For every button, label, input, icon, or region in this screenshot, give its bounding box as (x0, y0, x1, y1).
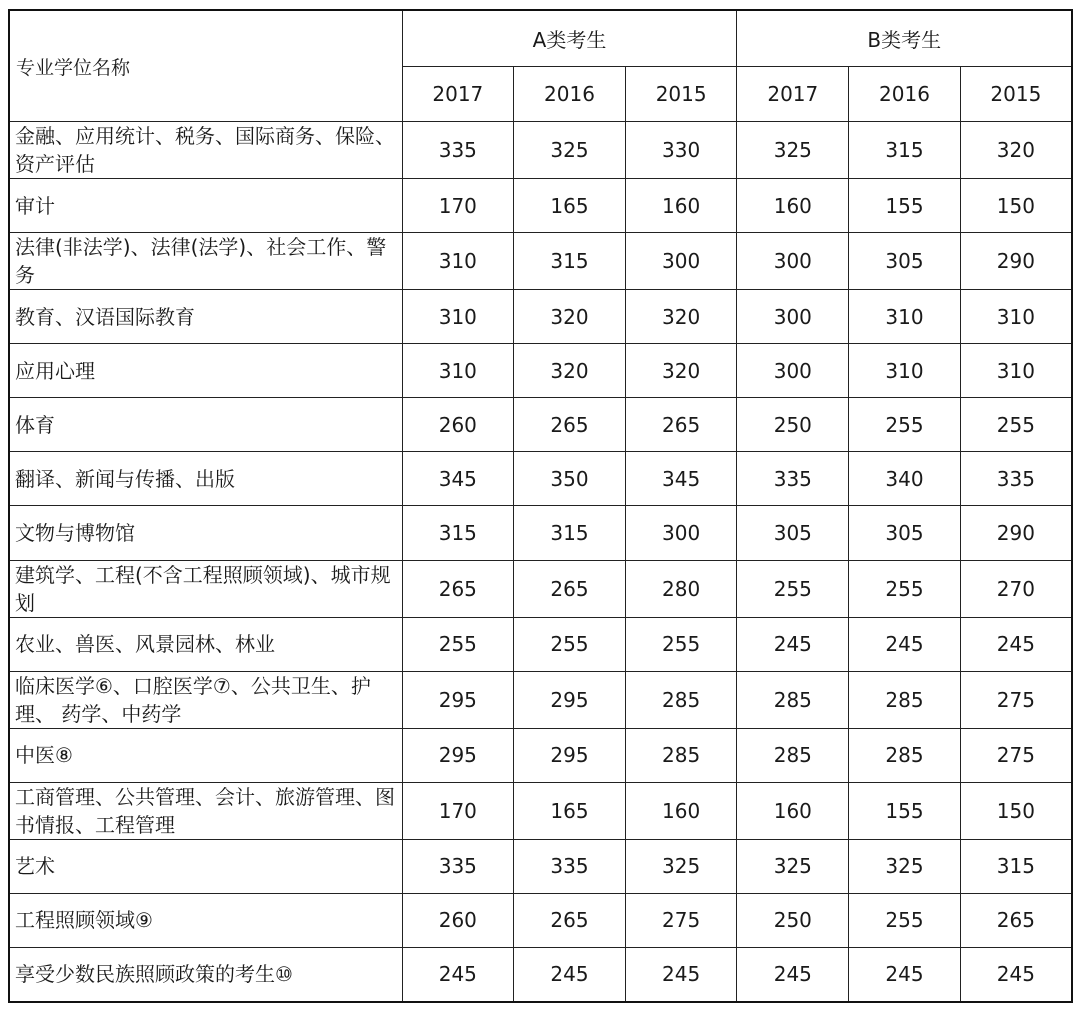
header-year-a-2017: 2017 (402, 67, 514, 122)
score-cell: 310 (402, 344, 514, 398)
score-cell: 160 (625, 179, 737, 233)
score-cell: 325 (737, 839, 849, 893)
score-cell: 170 (402, 782, 514, 839)
score-cell: 310 (849, 290, 961, 344)
score-cell: 285 (849, 671, 961, 728)
score-cell: 265 (514, 398, 626, 452)
score-cell: 340 (849, 452, 961, 506)
score-cell: 285 (737, 728, 849, 782)
score-cell: 165 (514, 179, 626, 233)
header-year-b-2016: 2016 (849, 67, 961, 122)
header-year-a-2016: 2016 (514, 67, 626, 122)
score-cell: 290 (960, 506, 1072, 560)
program-name-cell: 享受少数民族照顾政策的考生⑩ (9, 947, 402, 1002)
score-cell: 310 (402, 233, 514, 290)
score-cell: 275 (960, 671, 1072, 728)
score-cell: 160 (625, 782, 737, 839)
score-cell: 265 (625, 398, 737, 452)
program-name-cell: 中医⑧ (9, 728, 402, 782)
score-cell: 245 (737, 947, 849, 1002)
score-cell: 310 (960, 344, 1072, 398)
score-cell: 305 (737, 506, 849, 560)
program-name-cell: 农业、兽医、风景园林、林业 (9, 617, 402, 671)
score-cell: 345 (625, 452, 737, 506)
table-row (9, 782, 1072, 839)
table-row (9, 839, 1072, 893)
score-cell: 255 (514, 617, 626, 671)
table-row (9, 671, 1072, 728)
score-table-container (8, 9, 1073, 1003)
score-cell: 160 (737, 782, 849, 839)
score-cell: 300 (625, 233, 737, 290)
score-cell: 325 (625, 839, 737, 893)
header-program-name: 专业学位名称 (9, 10, 402, 122)
score-cell: 310 (960, 290, 1072, 344)
score-cell: 155 (849, 782, 961, 839)
score-cell: 270 (960, 560, 1072, 617)
score-cell: 300 (737, 290, 849, 344)
program-name-cell: 体育 (9, 398, 402, 452)
program-name-cell: 临床医学⑥、口腔医学⑦、公共卫生、护理、 药学、中药学 (9, 671, 402, 728)
score-cell: 335 (514, 839, 626, 893)
program-name-cell: 工程照顾领域⑨ (9, 893, 402, 947)
table-row (9, 452, 1072, 506)
score-cell: 150 (960, 179, 1072, 233)
score-cell: 330 (625, 122, 737, 179)
score-cell: 245 (402, 947, 514, 1002)
score-cell: 320 (514, 290, 626, 344)
header-row-groups (9, 10, 1072, 67)
header-year-b-2015: 2015 (960, 67, 1072, 122)
program-name-cell: 教育、汉语国际教育 (9, 290, 402, 344)
score-cell: 300 (737, 233, 849, 290)
score-cell: 300 (625, 506, 737, 560)
score-cell: 250 (737, 398, 849, 452)
score-cell: 335 (737, 452, 849, 506)
table-row (9, 947, 1072, 1002)
score-cell: 335 (402, 839, 514, 893)
score-cell: 315 (514, 506, 626, 560)
score-cell: 285 (625, 728, 737, 782)
score-cell: 265 (960, 893, 1072, 947)
score-cell: 315 (849, 122, 961, 179)
table-row (9, 179, 1072, 233)
header-year-b-2017: 2017 (737, 67, 849, 122)
program-name-cell: 审计 (9, 179, 402, 233)
score-cell: 245 (960, 617, 1072, 671)
score-cell: 300 (737, 344, 849, 398)
score-cell: 305 (849, 506, 961, 560)
score-cell: 315 (402, 506, 514, 560)
score-cell: 285 (737, 671, 849, 728)
score-cell: 255 (849, 893, 961, 947)
header-group-b: B类考生 (737, 10, 1072, 67)
program-name-cell: 应用心理 (9, 344, 402, 398)
score-cell: 170 (402, 179, 514, 233)
score-cell: 255 (737, 560, 849, 617)
score-cell: 245 (849, 947, 961, 1002)
table-row (9, 398, 1072, 452)
score-cell: 155 (849, 179, 961, 233)
table-row (9, 893, 1072, 947)
score-cell: 295 (402, 728, 514, 782)
table-row (9, 344, 1072, 398)
score-cell: 285 (625, 671, 737, 728)
table-row (9, 233, 1072, 290)
score-cell: 250 (737, 893, 849, 947)
program-name-cell: 工商管理、公共管理、会计、旅游管理、图书情报、工程管理 (9, 782, 402, 839)
score-cell: 255 (402, 617, 514, 671)
score-cell: 245 (514, 947, 626, 1002)
table-row (9, 506, 1072, 560)
score-cell: 245 (849, 617, 961, 671)
score-cell: 265 (402, 560, 514, 617)
program-name-cell: 文物与博物馆 (9, 506, 402, 560)
header-group-a: A类考生 (402, 10, 737, 67)
table-row (9, 728, 1072, 782)
table-row (9, 290, 1072, 344)
score-cell: 275 (625, 893, 737, 947)
score-cell: 310 (402, 290, 514, 344)
header-year-a-2015: 2015 (625, 67, 737, 122)
score-cell: 310 (849, 344, 961, 398)
table-row (9, 122, 1072, 179)
score-cell: 295 (514, 671, 626, 728)
score-cell: 245 (625, 947, 737, 1002)
score-cell: 320 (960, 122, 1072, 179)
score-cell: 265 (514, 893, 626, 947)
score-cell: 255 (849, 560, 961, 617)
score-cell: 325 (514, 122, 626, 179)
table-row (9, 560, 1072, 617)
score-cell: 315 (960, 839, 1072, 893)
program-name-cell: 艺术 (9, 839, 402, 893)
table-body (9, 122, 1072, 1003)
score-cell: 255 (849, 398, 961, 452)
score-cell: 255 (625, 617, 737, 671)
score-cell: 345 (402, 452, 514, 506)
score-cell: 325 (849, 839, 961, 893)
score-cell: 335 (402, 122, 514, 179)
score-cell: 245 (960, 947, 1072, 1002)
score-cell: 290 (960, 233, 1072, 290)
score-cell: 280 (625, 560, 737, 617)
score-cell: 295 (514, 728, 626, 782)
score-cell: 320 (625, 344, 737, 398)
score-cell: 325 (737, 122, 849, 179)
score-cell: 245 (737, 617, 849, 671)
score-cell: 255 (960, 398, 1072, 452)
program-name-cell: 法律(非法学)、法律(法学)、社会工作、警务 (9, 233, 402, 290)
score-table (8, 9, 1073, 1003)
score-cell: 295 (402, 671, 514, 728)
score-cell: 350 (514, 452, 626, 506)
score-cell: 260 (402, 398, 514, 452)
score-cell: 275 (960, 728, 1072, 782)
score-cell: 320 (514, 344, 626, 398)
score-cell: 265 (514, 560, 626, 617)
score-cell: 315 (514, 233, 626, 290)
score-cell: 165 (514, 782, 626, 839)
table-row (9, 617, 1072, 671)
score-cell: 305 (849, 233, 961, 290)
score-cell: 150 (960, 782, 1072, 839)
score-cell: 335 (960, 452, 1072, 506)
score-cell: 260 (402, 893, 514, 947)
program-name-cell: 翻译、新闻与传播、出版 (9, 452, 402, 506)
program-name-cell: 金融、应用统计、税务、国际商务、保险、 资产评估 (9, 122, 402, 179)
score-cell: 320 (625, 290, 737, 344)
program-name-cell: 建筑学、工程(不含工程照顾领域)、城市规划 (9, 560, 402, 617)
score-cell: 285 (849, 728, 961, 782)
score-cell: 160 (737, 179, 849, 233)
